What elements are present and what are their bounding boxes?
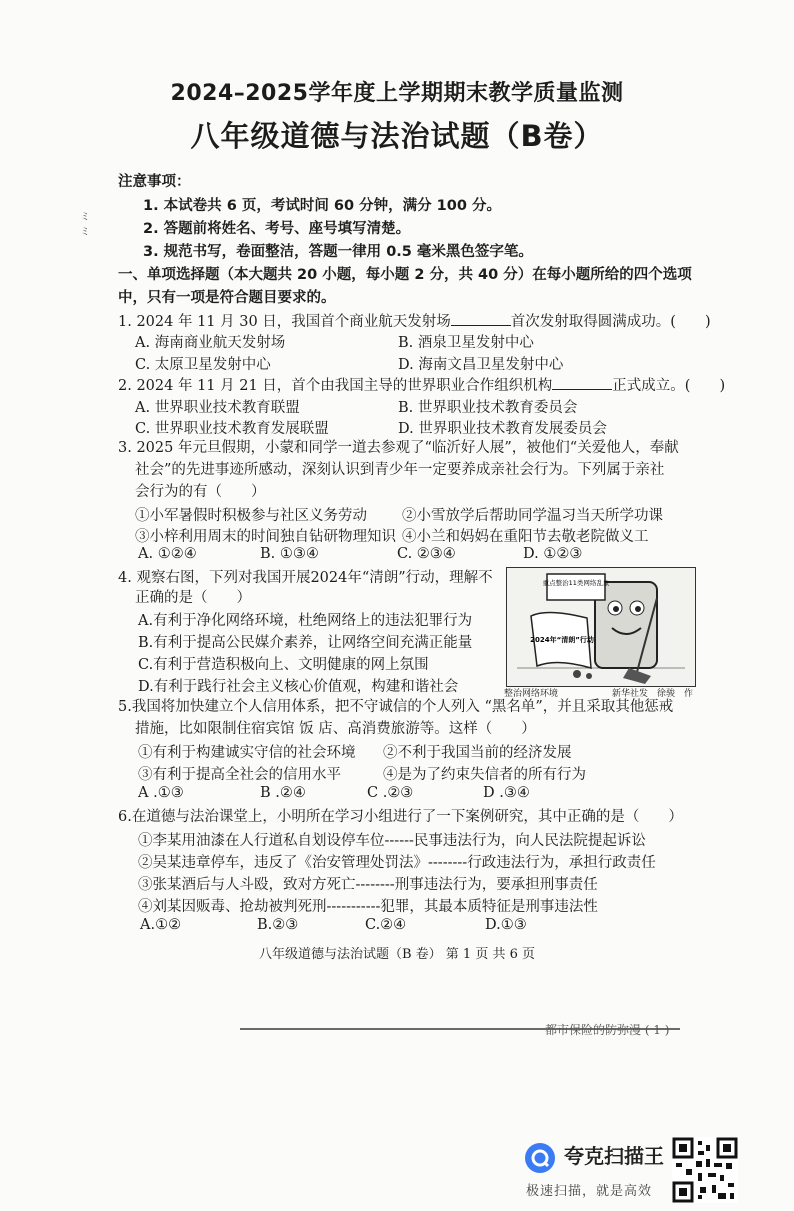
option-d: D. ①②③: [523, 546, 583, 562]
question-2-stem: 2. 2024 年 11 月 21 日，首个由我国主导的世界职业合作组织机构: [118, 378, 553, 394]
option-a: A .①③: [138, 785, 184, 801]
statement-item: ①有利于构建诚实守信的社会环境: [138, 745, 356, 761]
option-c: C.②④: [365, 917, 407, 933]
cartoon-caption-right: 新华社发 徐骏 作: [612, 689, 694, 699]
option-b: B. 酒泉卫星发射中心: [398, 335, 534, 351]
statement-item: ④小兰和妈妈在重阳节去敬老院做义工: [402, 529, 649, 545]
option-c: C. 太原卫星发射中心: [135, 357, 271, 373]
option-d: D. 世界职业技术教育发展委员会: [398, 421, 607, 437]
option-b: B.②③: [257, 917, 299, 933]
note-item: 2. 答题前将姓名、考号、座号填写清楚。: [143, 221, 411, 237]
cartoon-figure: [506, 567, 696, 687]
question-3-stem: 社会”的先进事迹所感动，深刻认识到青少年一定要养成亲社会行为。下列属于亲社: [135, 462, 665, 478]
option-b: B .②④: [260, 785, 306, 801]
question-6-stem: 6.在道德与法治课堂上，小明所在学习小组进行了一下案例研究，其中正确的是（ ）: [118, 809, 683, 825]
statement-item: ②吴某违章停车，违反了《治安管理处罚法》--------行政违法行为，承担行政责任: [138, 855, 656, 871]
scanner-logo-icon: [525, 1143, 555, 1173]
notes-heading: 注意事项：: [118, 174, 191, 190]
statement-item: ①李某用油漆在人行道私自划设停车位------民事违法行为，向人民法院提起诉讼: [138, 833, 646, 849]
option-c: C.有利于营造积极向上、文明健康的网上氛围: [138, 657, 429, 673]
option-d: D.有利于践行社会主义核心价值观，构建和谐社会: [138, 679, 459, 695]
section-heading-cont: 中，只有一项是符合题目要求的。: [118, 290, 336, 306]
scanner-app-name: 夸克扫描王: [564, 1144, 664, 1168]
option-a: A.①②: [140, 917, 182, 933]
statement-item: ④是为了约束失信者的所有行为: [383, 767, 586, 783]
question-3-stem: 会行为的有（ ）: [135, 484, 266, 500]
question-3-stem: 3. 2025 年元旦假期，小蒙和同学一道去参观了“临沂好人展”，被他们“关爱他人，奉献: [118, 440, 679, 456]
statement-item: ②小雪放学后帮助同学温习当天所学功课: [402, 508, 663, 524]
page-footer: 八年级道德与法治试题（B 卷） 第 1 页 共 6 页: [258, 947, 536, 962]
question-1-stem-end: 首次发射取得圆满成功。( ): [510, 314, 711, 330]
statement-item: ①小军暑假时积极参与社区义务劳动: [135, 508, 367, 524]
option-a: A. 世界职业技术教育联盟: [135, 400, 300, 416]
question-2-stem-end: 正式成立。( ): [612, 378, 726, 394]
statement-item: ④刘某因贩毒、抢劫被判死刑-----------犯罪，其最本质特征是刑事违法性: [138, 899, 598, 915]
statement-item: ③张某酒后与人斗殴，致对方死亡--------刑事违法行为，要承担刑事责任: [138, 877, 598, 893]
option-d: D.①③: [485, 917, 527, 933]
option-d: D .③④: [483, 785, 530, 801]
exam-title: 2024–2025学年度上学期期末教学质量监测: [170, 81, 624, 106]
question-2: [118, 375, 725, 396]
answer-blank: [552, 375, 612, 390]
scan-edge-mark: ミ ミ: [80, 212, 90, 238]
option-c: C. 世界职业技术教育发展联盟: [135, 421, 329, 437]
option-d: D. 海南文昌卫星发射中心: [398, 357, 564, 373]
option-a: A. ①②④: [138, 546, 197, 562]
question-5-stem: 措施，比如限制住宿宾馆 饭 店、高消费旅游等。这样（ ）: [135, 721, 536, 737]
cartoon-illustration: [507, 568, 695, 686]
option-a: A.有利于净化网络环境，杜绝网络上的违法犯罪行为: [138, 613, 473, 629]
note-item: 1. 本试卷共 6 页，考试时间 60 分钟，满分 100 分。: [143, 198, 501, 214]
scan-artifact-text: 都市保险的防弥漫 ( 1 ): [545, 1023, 670, 1037]
statement-item: ③小梓利用周末的时间独自钻研物理知识: [135, 529, 396, 545]
question-1-stem: 1. 2024 年 11 月 30 日，我国首个商业航天发射场: [118, 314, 451, 330]
scanner-tagline: 极速扫描，就是高效: [526, 1184, 653, 1199]
option-b: B. ①③④: [260, 546, 319, 562]
cartoon-caption-left: 整治网络环境: [504, 689, 559, 699]
question-5-stem: 5.我国将加快建立个人信用体系，把不守诚信的个人列入 “黑名单”，并且采取其他惩戒: [118, 699, 674, 715]
question-4-stem: 正确的是（ ）: [135, 590, 251, 606]
statement-item: ③有利于提高全社会的信用水平: [138, 767, 341, 783]
statement-item: ②不利于我国当前的经济发展: [383, 745, 572, 761]
option-c: C .②③: [367, 785, 414, 801]
option-b: B. 世界职业技术教育委员会: [398, 400, 578, 416]
cartoon-sign-text: 重点整治11类网络乱象: [542, 579, 610, 587]
cartoon-scroll-text: 2024年“清朗”行动: [530, 636, 594, 644]
question-4-stem: 4. 观察右图，下列对我国开展2024年“清朗”行动，理解不: [118, 570, 493, 586]
note-item: 3. 规范书写，卷面整洁，答题一律用 0.5 毫米黑色签字笔。: [143, 244, 533, 260]
question-1: [118, 311, 711, 332]
option-b: B.有利于提高公民媒介素养，让网络空间充满正能量: [138, 635, 473, 651]
option-a: A. 海南商业航天发射场: [135, 335, 286, 351]
answer-blank: [451, 311, 511, 326]
qr-code-icon: [672, 1137, 738, 1203]
exam-subtitle: 八年级道德与法治试题（B卷）: [190, 119, 604, 153]
section-heading: 一、单项选择题（本大题共 20 小题，每小题 2 分，共 40 分）在每小题所给的四个选项: [118, 267, 692, 283]
option-c: C. ②③④: [397, 546, 456, 562]
